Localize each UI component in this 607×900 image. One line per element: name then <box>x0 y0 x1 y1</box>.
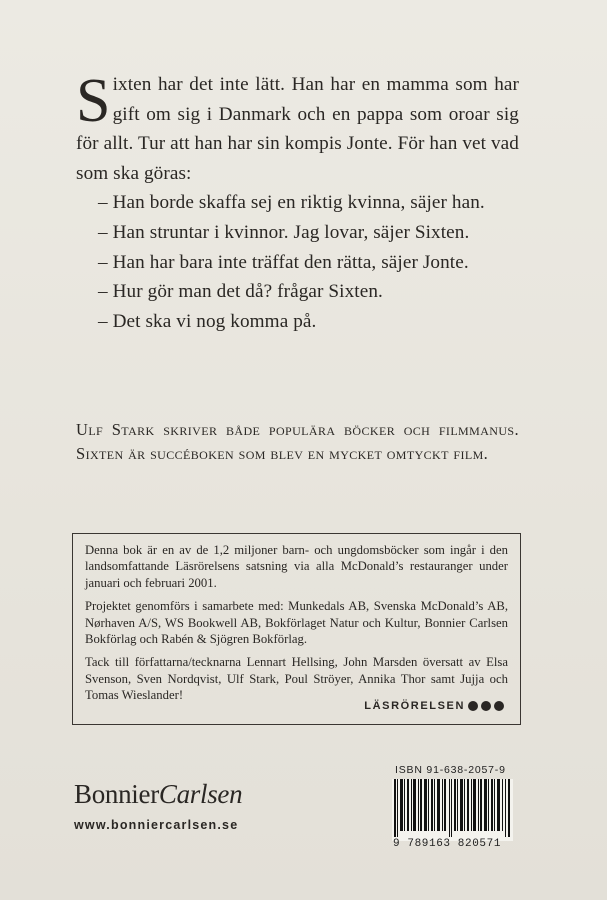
publisher-url: www.bonniercarlsen.se <box>74 818 239 832</box>
publisher-name-part2: Carlsen <box>158 779 243 809</box>
author-note: Ulf Stark skriver både populära böcker och filmmanus. Sixten är succéboken som blev en mycket omtyckt film. <box>76 420 519 463</box>
dialogue-line: – Han borde skaffa sej en riktig kvinna, säjer han. <box>98 192 485 214</box>
isbn-label: ISBN 91-638-2057-9 <box>395 764 506 776</box>
dialogue-line: – Det ska vi nog komma på. <box>98 310 317 332</box>
dot-icon <box>494 701 504 711</box>
barcode <box>392 779 513 841</box>
barcode-digits: 9 789163 820571 <box>393 838 502 850</box>
dialogue-line: – Han har bara inte träffat den rätta, säjer Jonte. <box>98 251 469 273</box>
dot-icon <box>481 701 491 711</box>
info-paragraph: Tack till författarna/tecknarna Lennart Hellsing, John Marsden översatt av Elsa Svenson, Sven Nordqvist, Ulf Stark, Poul Ströyer, Annika Thor samt Jujja och Tomas Wieslander! <box>85 655 508 703</box>
info-paragraph: Denna bok är en av de 1,2 miljoner barn- och ungdomsböcker som ingår i den landsomfattande Läsrörelsens satsning via alla McDonald’s restauranger under januari och februari 2001. <box>85 543 508 590</box>
publisher-logo <box>74 779 242 810</box>
blurb-paragraph: Sixten har det inte lätt. Han har en mamma som har gift om sig i Danmark och en pappa som oroar sig för allt. Tur att han har sin kompis Jonte. För han vet vad som ska göras: <box>76 67 519 184</box>
info-box <box>72 533 521 725</box>
drop-cap: S <box>76 67 111 135</box>
lasrorelsen-logo-text: LÄSRÖRELSEN <box>364 699 465 712</box>
barcode-icon <box>392 779 513 837</box>
blurb-text <box>76 67 519 336</box>
lasrorelsen-logo <box>364 698 504 714</box>
dialogue-line: – Han struntar i kvinnor. Jag lovar, säjer Sixten. <box>98 221 470 243</box>
dialogue-line: – Hur gör man det då? frågar Sixten. <box>98 281 383 303</box>
dot-icon <box>468 701 478 711</box>
publisher-name-part1: Bonnier <box>74 779 159 809</box>
info-paragraph: Projektet genomförs i samarbete med: Munkedals AB, Svenska McDonald’s AB, Nørhaven A/S, WS Bookwell AB, Bokförlaget Natur och Kultur, Bonnier Carlsen Bokförlag och Rabén & Sjögren Bokförlag. <box>85 599 508 647</box>
